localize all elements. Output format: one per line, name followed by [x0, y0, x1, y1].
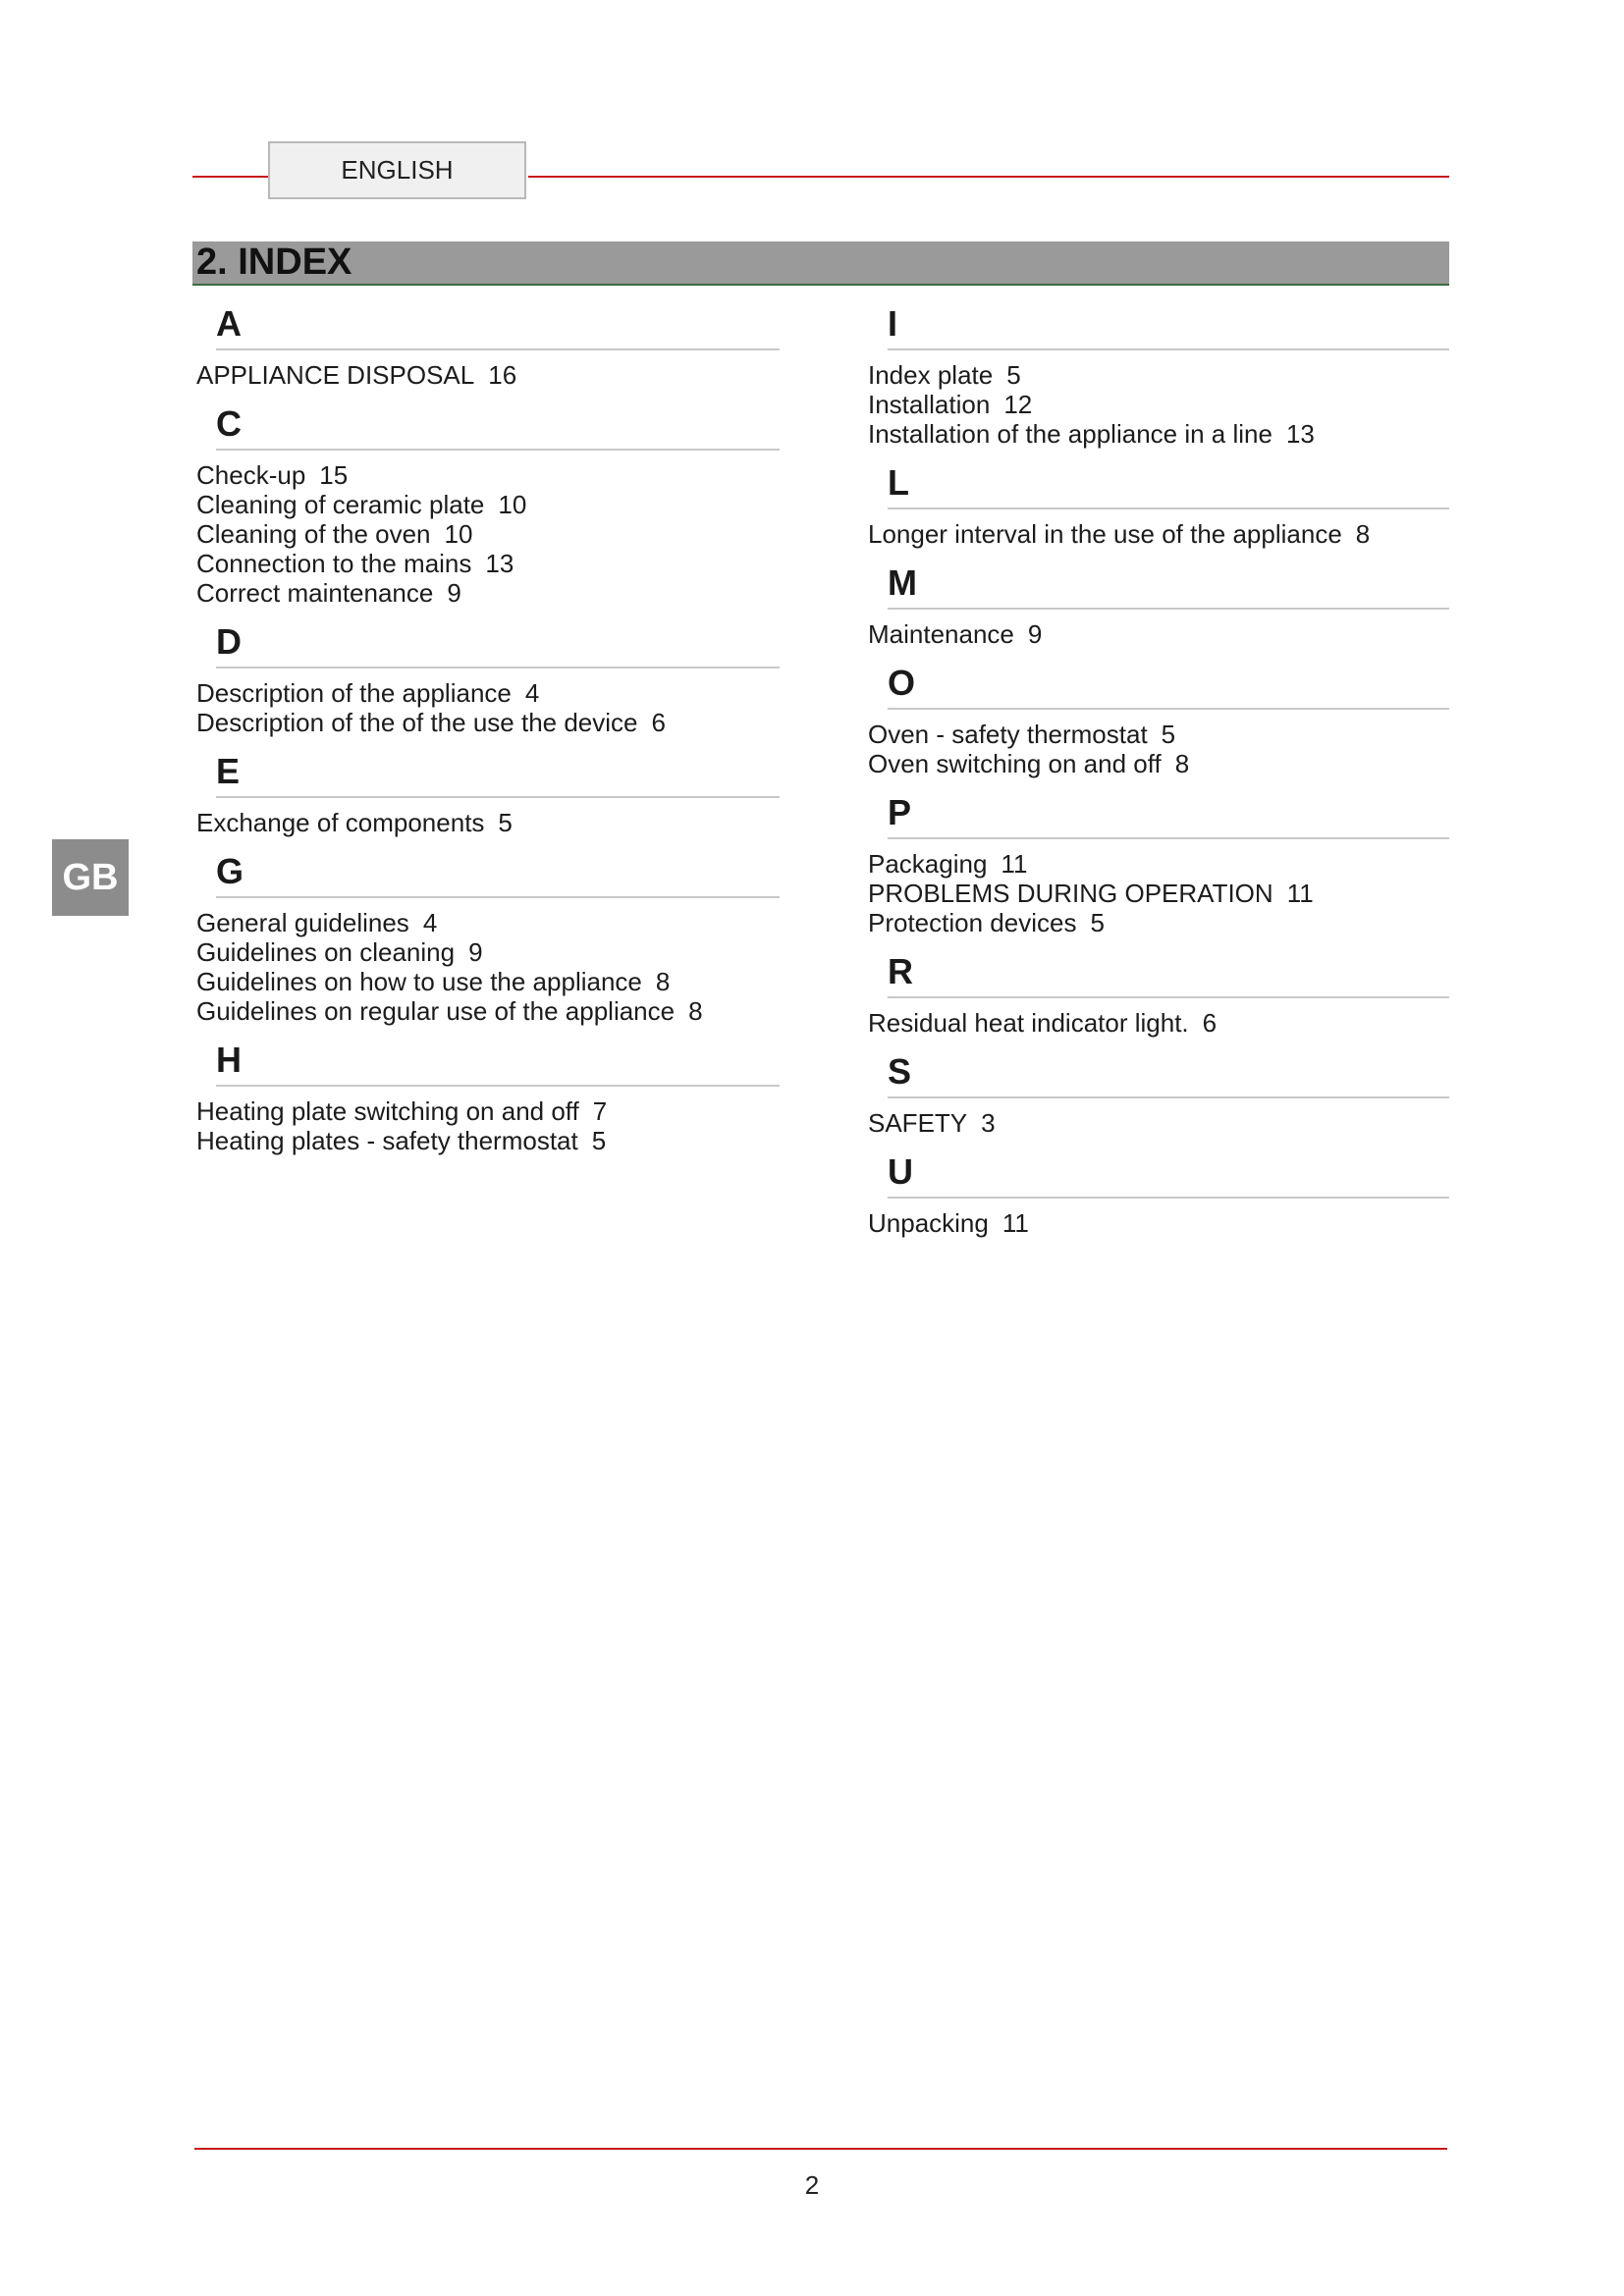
- index-entry: [196, 360, 780, 390]
- section-title: 2. INDEX: [192, 241, 1449, 286]
- index-entry-text: Heating plates - safety thermostat: [196, 1126, 578, 1155]
- index-entry-page: 4: [422, 908, 438, 937]
- index-entry: [196, 519, 780, 549]
- index-letter: A: [216, 299, 780, 350]
- index-entry: [868, 1008, 1449, 1038]
- index-column-left: [196, 299, 780, 1155]
- index-entry: [868, 619, 1449, 649]
- index-entry-text: SAFETY: [868, 1108, 968, 1138]
- index-entry-text: APPLIANCE DISPOSAL: [196, 360, 475, 390]
- index-entry-text: Heating plate switching on and off: [196, 1096, 579, 1126]
- index-letter: P: [888, 788, 1449, 839]
- index-entry-page: 7: [592, 1096, 608, 1126]
- index-entry-text: PROBLEMS DURING OPERATION: [868, 879, 1273, 908]
- index-entry-text: Index plate: [868, 360, 994, 390]
- index-entry-page: 9: [1027, 619, 1043, 649]
- index-entry-text: Guidelines on regular use of the appliance: [196, 996, 676, 1026]
- footer-rule: [194, 2148, 1447, 2150]
- index-letter: S: [888, 1047, 1449, 1098]
- index-entry: [196, 996, 780, 1026]
- index-entry-page: 11: [1286, 879, 1314, 908]
- index-entry-text: Exchange of components: [196, 808, 485, 837]
- index-entry: [196, 1126, 780, 1155]
- index-entry: [868, 749, 1449, 778]
- index-section-p: [868, 788, 1449, 937]
- index-entry-page: 6: [1202, 1008, 1218, 1038]
- index-section-s: [868, 1047, 1449, 1138]
- index-entry-page: 8: [1174, 749, 1190, 778]
- index-entry-page: 4: [524, 678, 540, 708]
- index-entry-page: 10: [444, 519, 473, 549]
- index-entry: [868, 519, 1449, 549]
- language-tab: ENGLISH: [268, 141, 526, 199]
- index-section-m: [868, 559, 1449, 649]
- index-entry-page: 5: [591, 1126, 607, 1155]
- index-entry-page: 13: [485, 549, 514, 578]
- index-entry-text: Check-up: [196, 460, 306, 490]
- index-letter: U: [888, 1148, 1449, 1199]
- index-entry: [196, 808, 780, 837]
- index-entry: [196, 708, 780, 737]
- index-entry: [868, 720, 1449, 749]
- index-entry: [868, 419, 1449, 449]
- index-letter: L: [888, 458, 1449, 509]
- index-entry-text: Residual heat indicator light.: [868, 1008, 1189, 1038]
- index-entry-text: Installation: [868, 390, 991, 419]
- index-entry: [196, 490, 780, 519]
- index-entry: [196, 908, 780, 937]
- index-entry-text: Oven switching on and off: [868, 749, 1162, 778]
- index-letter: E: [216, 747, 780, 798]
- index-entry-text: Longer interval in the use of the appliance: [868, 519, 1342, 549]
- index-letter: H: [216, 1036, 780, 1087]
- index-entry-page: 9: [468, 937, 483, 967]
- index-entry-text: Protection devices: [868, 908, 1077, 937]
- index-letter: C: [216, 400, 780, 451]
- index-section-g: [196, 847, 780, 1026]
- index-entry-text: Correct maintenance: [196, 578, 434, 608]
- index-entry-page: 5: [1090, 908, 1105, 937]
- index-section-d: [196, 617, 780, 737]
- country-badge: GB: [52, 839, 129, 916]
- index-section-e: [196, 747, 780, 837]
- page-number: 2: [804, 2170, 820, 2200]
- index-entry-page: 8: [688, 996, 703, 1026]
- index-entry-page: 8: [655, 967, 671, 996]
- index-entry: [196, 1096, 780, 1126]
- index-section-h: [196, 1036, 780, 1155]
- index-section-r: [868, 947, 1449, 1038]
- index-entry-page: 11: [1001, 849, 1028, 879]
- index-section-l: [868, 458, 1449, 549]
- index-letter: R: [888, 947, 1449, 998]
- index-entry-page: 5: [1006, 360, 1021, 390]
- index-entry: [196, 967, 780, 996]
- index-entry-page: 16: [488, 360, 517, 390]
- index-entry-text: Cleaning of ceramic plate: [196, 490, 485, 519]
- index-letter: D: [216, 617, 780, 668]
- index-entry: [196, 678, 780, 708]
- index-entry-text: Description of the appliance: [196, 678, 512, 708]
- index-entry-page: 11: [1001, 1208, 1029, 1238]
- index-entry: [196, 578, 780, 608]
- index-entry-page: 9: [447, 578, 461, 608]
- index-entry: [196, 460, 780, 490]
- index-entry: [868, 879, 1449, 908]
- index-entry-text: Installation of the appliance in a line: [868, 419, 1272, 449]
- index-letter: M: [888, 559, 1449, 610]
- index-entry-text: Guidelines on how to use the appliance: [196, 967, 642, 996]
- index-letter: I: [888, 299, 1449, 350]
- index-entry-page: 5: [498, 808, 513, 837]
- index-entry-text: Unpacking: [868, 1208, 989, 1238]
- index-entry: [868, 1208, 1449, 1238]
- index-letter: G: [216, 847, 780, 898]
- index-entry: [868, 360, 1449, 390]
- index-entry-page: 6: [651, 708, 666, 737]
- index-section-i: [868, 299, 1449, 449]
- index-section-a: [196, 299, 780, 390]
- header-rule-right: [528, 176, 1449, 178]
- index-entry-text: Connection to the mains: [196, 549, 472, 578]
- header-rule-left: [192, 176, 269, 178]
- index-entry-page: 8: [1355, 519, 1371, 549]
- index-entry-text: General guidelines: [196, 908, 409, 937]
- index-entry: [868, 908, 1449, 937]
- index-entry-page: 5: [1161, 720, 1176, 749]
- index-entry-page: 3: [981, 1108, 996, 1138]
- index-entry: [196, 937, 780, 967]
- index-entry: [868, 390, 1449, 419]
- index-section-u: [868, 1148, 1449, 1238]
- index-entry: [196, 549, 780, 578]
- index-entry-text: Guidelines on cleaning: [196, 937, 456, 967]
- index-entry-text: Oven - safety thermostat: [868, 720, 1148, 749]
- index-entry-page: 12: [1003, 390, 1033, 419]
- index-entry-text: Cleaning of the oven: [196, 519, 431, 549]
- index-letter: O: [888, 659, 1449, 710]
- index-entry-text: Description of the of the use the device: [196, 708, 638, 737]
- index-entry-text: Packaging: [868, 849, 988, 879]
- index-entry-text: Maintenance: [868, 619, 1014, 649]
- index-entry: [868, 849, 1449, 879]
- index-entry: [868, 1108, 1449, 1138]
- index-entry-page: 15: [319, 460, 349, 490]
- index-section-c: [196, 400, 780, 608]
- index-entry-page: 10: [498, 490, 527, 519]
- index-entry-page: 13: [1285, 419, 1315, 449]
- index-section-o: [868, 659, 1449, 778]
- index-column-right: [868, 299, 1449, 1238]
